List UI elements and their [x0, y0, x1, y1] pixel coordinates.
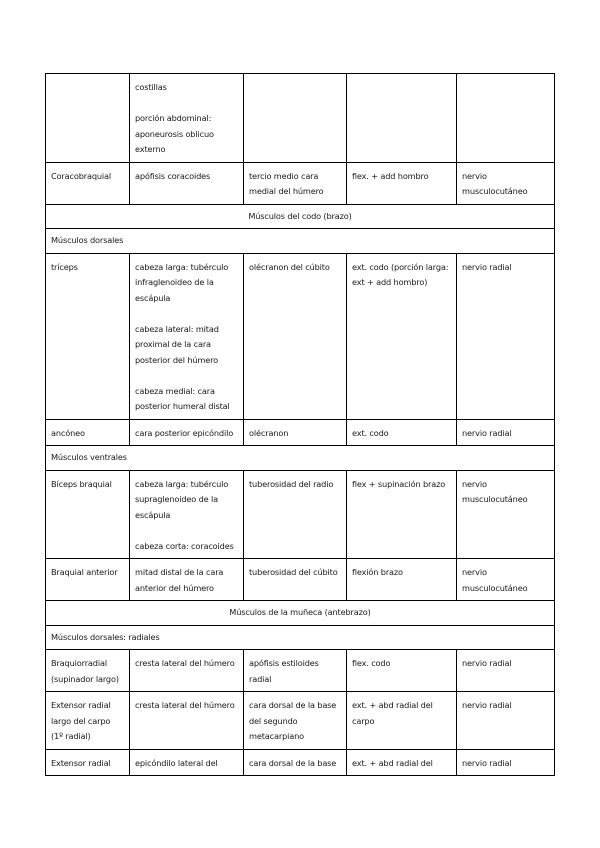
insertion-cell — [244, 419, 347, 446]
nerve-cell — [457, 749, 555, 776]
table-row — [46, 470, 555, 559]
cell-text: cabeza corta: coracoides — [135, 540, 234, 551]
muscle-name-cell — [46, 162, 130, 204]
muscle-name-cell — [46, 650, 130, 692]
insertion-cell — [244, 650, 347, 692]
muscle-name-cell — [46, 470, 130, 559]
insertion-cell — [244, 692, 347, 750]
cell-text: tríceps — [51, 261, 78, 272]
cell-text: costillas — [135, 82, 167, 92]
nerve-cell — [457, 559, 555, 601]
action-cell — [347, 253, 457, 419]
cell-text: apófisis coracoides — [135, 170, 211, 181]
muscle-name-cell — [46, 419, 130, 446]
cell-text: cara posterior epicóndilo — [135, 427, 234, 438]
group-header-row — [46, 625, 555, 650]
nerve-cell — [457, 74, 555, 163]
action-cell — [347, 419, 457, 446]
insertion-cell — [244, 253, 347, 419]
cell-text: ext. codo (porción larga: ext + add hombro) — [352, 261, 449, 287]
origin-cell — [130, 692, 244, 750]
nerve-cell — [457, 692, 555, 750]
cell-text: tercio medio cara medial del húmero — [249, 170, 324, 196]
origin-cell — [130, 650, 244, 692]
table-row — [46, 162, 555, 204]
group-title: Músculos dorsales — [46, 229, 555, 254]
table-row — [46, 650, 555, 692]
cell-text: porción abdominal: aponeurosis oblicuo externo — [135, 113, 214, 154]
cell-text: mitad distal de la cara anterior del húmero — [135, 567, 224, 593]
action-cell — [347, 559, 457, 601]
cell-text: nervio musculocutáneo — [462, 478, 528, 504]
cell-text: cara dorsal de la base del segundo metacarpiano — [249, 700, 337, 741]
cell-text: tuberosidad del cúbito — [249, 567, 338, 577]
cell-text: nervio radial — [462, 427, 512, 438]
cell-text: cabeza lateral: mitad proximal de la cara posterior del húmero — [135, 323, 219, 365]
origin-cell — [130, 419, 244, 446]
cell-text: ext. + abd radial del carpo — [352, 700, 433, 726]
insertion-cell — [244, 559, 347, 601]
cell-text: cabeza larga: tubérculo supraglenoideo de la escápula — [135, 478, 229, 520]
nerve-cell — [457, 470, 555, 559]
table-row — [46, 692, 555, 750]
section-title: Músculos de la muñeca (antebrazo) — [46, 601, 555, 626]
action-cell — [347, 74, 457, 163]
table-row — [46, 419, 555, 446]
cell-text: cabeza larga: tubérculo infraglenoideo de la escápula — [135, 261, 229, 303]
cell-text: Coracobraquial — [51, 170, 112, 181]
cell-text: nervio musculocutáneo — [462, 170, 528, 196]
cell-text: ext. codo — [352, 427, 389, 438]
section-title: Músculos del codo (brazo) — [46, 204, 555, 229]
muscle-name-cell — [46, 749, 130, 776]
section-header-row — [46, 204, 555, 229]
origin-cell — [130, 470, 244, 559]
action-cell — [347, 692, 457, 750]
insertion-cell — [244, 749, 347, 776]
section-header-row — [46, 601, 555, 626]
origin-cell — [130, 162, 244, 204]
cell-text: apófisis estiloides radial — [249, 658, 319, 684]
table-row — [46, 749, 555, 776]
cell-text: cresta lateral del húmero — [135, 700, 235, 710]
cell-text: flex. codo — [352, 658, 391, 668]
action-cell — [347, 162, 457, 204]
muscle-table-body — [46, 74, 555, 776]
cell-text: cabeza medial: cara posterior humeral distal — [135, 385, 230, 411]
cell-text: Extensor radial — [51, 757, 111, 768]
cell-text: Braquiorradial (supinador largo) — [51, 658, 119, 684]
muscle-name-cell — [46, 559, 130, 601]
nerve-cell — [457, 650, 555, 692]
cell-text: nervio radial — [462, 700, 512, 710]
insertion-cell — [244, 470, 347, 559]
origin-cell — [130, 74, 244, 163]
origin-cell — [130, 559, 244, 601]
cell-text: Bíceps braquial — [51, 478, 112, 489]
nerve-cell — [457, 419, 555, 446]
group-header-row — [46, 446, 555, 471]
muscle-name-cell — [46, 692, 130, 750]
muscle-table — [45, 73, 555, 776]
cell-text: flexión brazo — [352, 567, 403, 577]
insertion-cell — [244, 162, 347, 204]
cell-text: nervio musculocutáneo — [462, 567, 528, 593]
action-cell — [347, 749, 457, 776]
table-row — [46, 253, 555, 419]
cell-text: olécranon del cúbito — [249, 261, 330, 272]
cell-text: cresta lateral del húmero — [135, 658, 235, 668]
insertion-cell — [244, 74, 347, 163]
cell-text: nervio radial — [462, 658, 512, 668]
cell-text: olécranon — [249, 427, 289, 438]
action-cell — [347, 470, 457, 559]
action-cell — [347, 650, 457, 692]
cell-text: Extensor radial largo del carpo (1º radial) — [51, 700, 111, 741]
origin-cell — [130, 253, 244, 419]
cell-text: nervio radial — [462, 757, 512, 768]
cell-text: Braquial anterior — [51, 567, 118, 577]
cell-text: ancóneo — [51, 427, 85, 438]
group-header-row — [46, 229, 555, 254]
group-title: Músculos ventrales — [46, 446, 555, 471]
cell-text: tuberosidad del radio — [249, 478, 334, 489]
cell-text: ext. + abd radial del — [352, 757, 433, 768]
cell-text: cara dorsal de la base — [249, 757, 337, 768]
cell-text: flex + supinación brazo — [352, 478, 446, 489]
table-row — [46, 74, 555, 163]
nerve-cell — [457, 253, 555, 419]
cell-text: flex. + add hombro — [352, 170, 429, 181]
cell-text: epicóndilo lateral del — [135, 757, 218, 768]
cell-text: nervio radial — [462, 261, 512, 272]
muscle-name-cell — [46, 253, 130, 419]
muscle-name-cell — [46, 74, 130, 163]
group-title: Músculos dorsales: radiales — [46, 625, 555, 650]
origin-cell — [130, 749, 244, 776]
nerve-cell — [457, 162, 555, 204]
table-row — [46, 559, 555, 601]
